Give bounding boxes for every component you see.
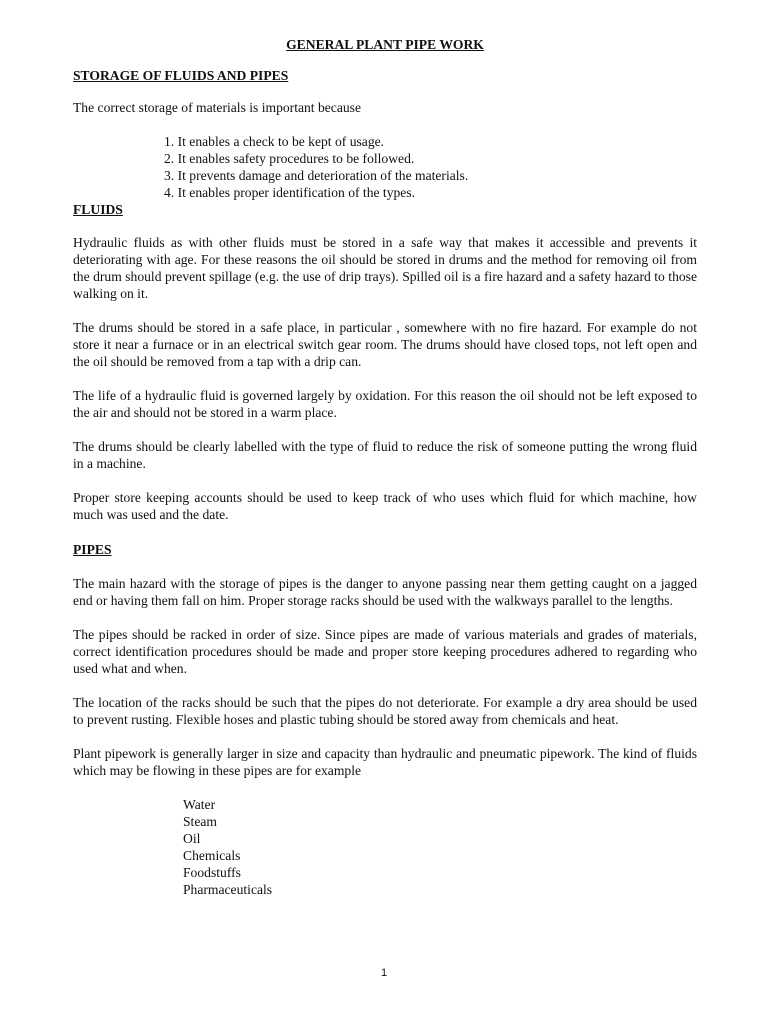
fluids-paragraph: Proper store keeping accounts should be used to keep track of who uses which fluid for which machine, how much was used and the date.: [73, 490, 697, 522]
list-item: Pharmaceuticals: [183, 882, 273, 897]
list-item: 2. It enables safety procedures to be followed.: [164, 151, 415, 166]
reasons-list: [73, 133, 697, 201]
list-item: 1. It enables a check to be kept of usage.: [164, 134, 385, 149]
pipes-paragraph: Plant pipework is generally larger in size and capacity than hydraulic and pneumatic pipework. The kind of fluids which may be flowing in these pipes are for example: [73, 746, 697, 778]
list-item: Water: [183, 797, 216, 812]
list-item: Foodstuffs: [183, 865, 241, 880]
page-title: GENERAL PLANT PIPE WORK: [286, 37, 484, 52]
fluids-paragraph: The drums should be stored in a safe place, in particular , somewhere with no fire hazard. For example do not store it near a furnace or in an electrical switch gear room. The drums should have closed tops, not left open and the oil should be removed from a tap with a drip can.: [73, 320, 697, 369]
fluids-heading: FLUIDS: [73, 202, 123, 217]
fluids-paragraph: The drums should be clearly labelled with the type of fluid to reduce the risk of someone putting the wrong fluid in a machine.: [73, 439, 697, 471]
list-item: Steam: [183, 814, 217, 829]
list-item: Oil: [183, 831, 201, 846]
pipes-paragraph: The location of the racks should be such that the pipes do not deteriorate. For example a dry area should be used to prevent rusting. Flexible hoses and plastic tubing should be stored away from chemicals and heat.: [73, 695, 697, 727]
list-item: 3. It prevents damage and deterioration of the materials.: [164, 168, 469, 183]
storage-heading: STORAGE OF FLUIDS AND PIPES: [73, 68, 289, 83]
pipes-heading: PIPES: [73, 542, 112, 557]
fluids-paragraph: The life of a hydraulic fluid is governed largely by oxidation. For this reason the oil should not be left exposed to the air and should not be stored in a warm place.: [73, 388, 697, 420]
pipes-paragraph: The pipes should be racked in order of size. Since pipes are made of various materials and grades of materials, correct identification procedures should be made and proper store keeping procedures adhered to regarding who used what and when.: [73, 627, 697, 676]
fluid-kinds-list: [73, 796, 697, 898]
page-number: 1: [380, 967, 388, 979]
pipes-paragraph: The main hazard with the storage of pipes is the danger to anyone passing near them getting caught on a jagged end or having them fall on him. Proper storage racks should be used with the walkways parallel to the lengths.: [73, 576, 697, 608]
fluids-paragraph: Hydraulic fluids as with other fluids must be stored in a safe way that makes it accessible and prevents it deteriorating with age. For these reasons the oil should be stored in drums and the method for removing oil from the drum should prevent spillage (e.g. the use of drip trays). Spilled oil is a fire hazard and a safety hazard to those walking on it.: [73, 235, 697, 301]
list-item: Chemicals: [183, 848, 241, 863]
intro-paragraph: The correct storage of materials is important because: [73, 100, 361, 115]
list-item: 4. It enables proper identification of the types.: [164, 185, 416, 200]
document-page: [73, 36, 697, 898]
